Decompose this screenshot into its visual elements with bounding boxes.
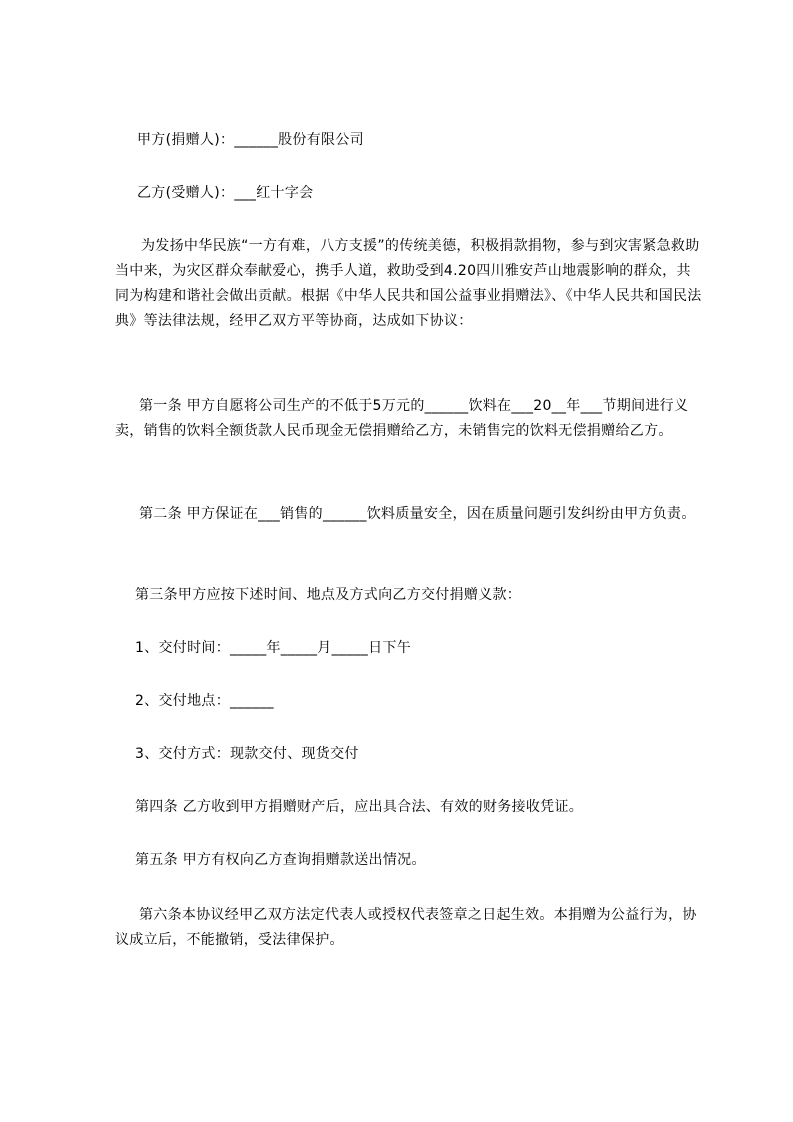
party-a-line: 甲方(捐赠人)：______股份有限公司: [137, 132, 364, 148]
delivery-time-item: 1、交付时间：_____年_____月_____日下午: [135, 640, 412, 656]
article-4-paragraph: 第四条 乙方收到甲方捐赠财产后，应出具合法、有效的财务接收凭证。: [135, 799, 584, 815]
article-5-paragraph: 第五条 甲方有权向乙方查询捐赠款送出情况。: [135, 852, 426, 868]
article-6-paragraph: 第六条本协议经甲乙双方法定代表人或授权代表签章之日起生效。本捐赠为公益行为，协议成立后，不能撤销，受法律保护。: [115, 907, 697, 948]
party-b-line: 乙方(受赠人)：___红十字会: [137, 185, 314, 201]
preamble-paragraph: 为发扬中华民族“一方有难，八方支援”的传统美德，积极捐款捐物，参与到灾害紧急救助当中来，为灾区群众奉献爱心，携手人道，救助受到4.20四川雅安芦山地震影响的群众，共同为构建和谐社会做出贡献。根据《中华人民共和国公益事业捐赠法》、《中华人民共和国民法典》等法律法规，经甲乙双方平等协商，达成如下协议：: [115, 238, 702, 329]
delivery-place-item: 2、交付地点：______: [135, 693, 274, 709]
article-3-paragraph: 第三条甲方应按下述时间、地点及方式向乙方交付捐赠义款：: [135, 587, 522, 603]
delivery-method-item: 3、交付方式：现款交付、现货交付: [135, 746, 359, 762]
article-1-paragraph: 第一条 甲方自愿将公司生产的不低于5万元的______饮料在___20__年___节期间进行义卖，销售的饮料全额货款人民币现金无偿捐赠给乙方，未销售完的饮料无偿捐赠给乙方。: [115, 398, 689, 439]
article-2-paragraph: 第二条 甲方保证在___销售的______饮料质量安全，因在质量问题引发纠纷由甲方负责。: [139, 506, 696, 522]
